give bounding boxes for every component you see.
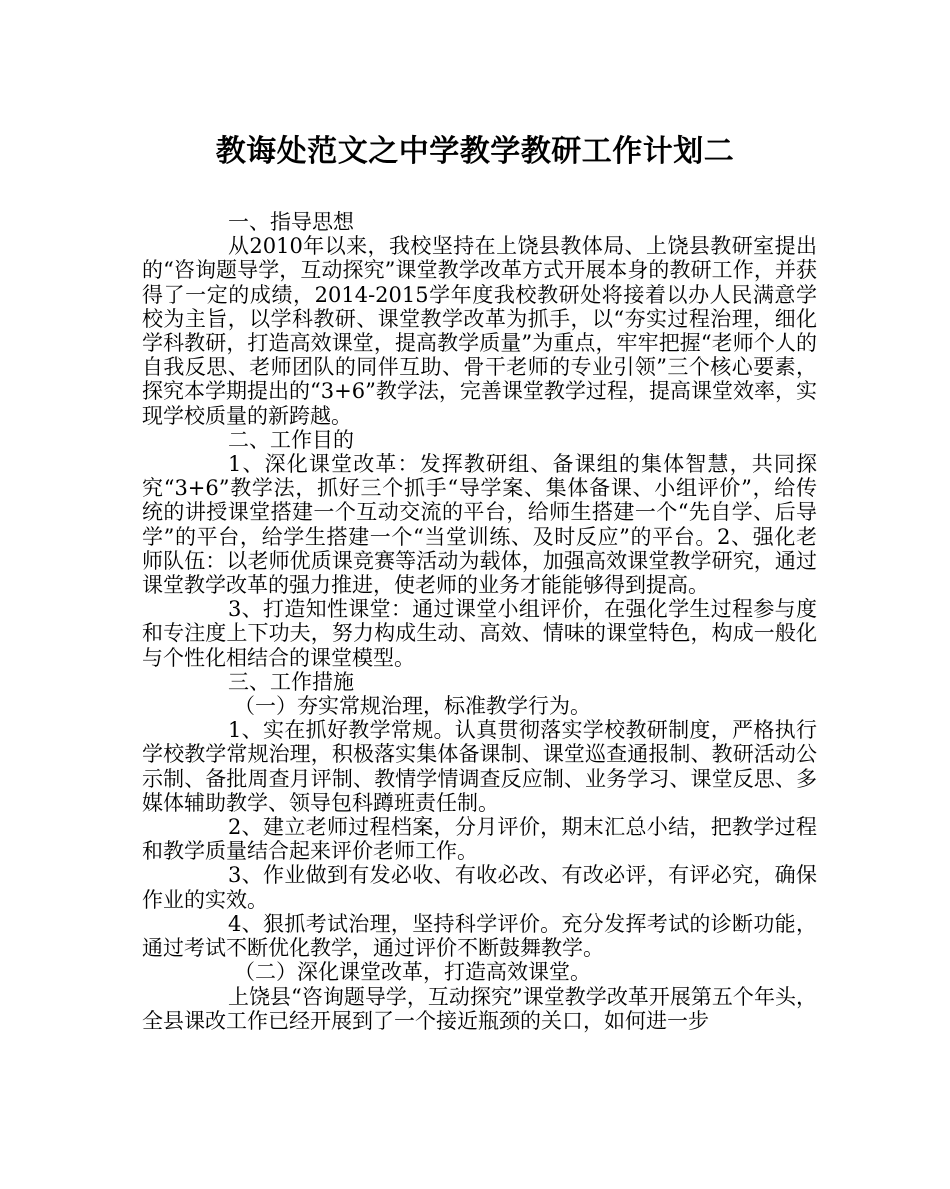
section-heading: 三、工作措施 xyxy=(228,669,354,694)
subsection-heading: （二）深化课堂改革，打造高效课堂。 xyxy=(234,960,591,985)
section-heading: 一、指导思想 xyxy=(228,210,354,234)
body-paragraph: 4、狠抓考试治理，坚持科学评价。充分发挥考试的诊断功能，通过考试不断优化教学，通过评价不断鼓舞教学。 xyxy=(142,911,817,961)
body-paragraph: 1、实在抓好教学常规。认真贯彻落实学校教研制度，严格执行学校教学常规治理，积极落实集体备课制、课堂巡查通报制、教研活动公示制、备批周查月评制、教情学情调查反应制、业务学习、课堂反思、多媒体辅助教学、领导包科蹲班责任制。 xyxy=(142,718,817,815)
body-paragraph: 3、打造知性课堂：通过课堂小组评价，在强化学生过程参与度和专注度上下功夫，努力构成生动、高效、情味的课堂特色，构成一般化与个性化相结合的课堂模型。 xyxy=(142,597,817,670)
body-paragraph: 从2010年以来，我校坚持在上饶县教体局、上饶县教研室提出的“咨询题导学，互动探究”课堂教学改革方式开展本身的教研工作，并获得了一定的成绩，2014-2015学年度我校教研处将接着以办人民满意学校为主旨，以学科教研、课堂教学改革为抓手，以“夯实过程治理，细化学科教研，打造高效课堂，提高教学质量”为重点，牢牢把握“老师个人的自我反思、老师团队的同伴互助、骨干老师的专业引领”三个核心要素，探究本学期提出的“3+6”教学法，完善课堂教学过程，提高课堂效率，实现学校质量的新跨越。 xyxy=(142,234,817,428)
section-heading: 二、工作目的 xyxy=(228,427,354,452)
document-body xyxy=(142,210,817,1033)
subsection-heading: （一）夯实常规治理，标准教学行为。 xyxy=(234,694,591,719)
document-title: 教诲处范文之中学教学教研工作计划二 xyxy=(215,134,735,169)
body-paragraph: 2、建立老师过程档案，分月评价，期末汇总小结，把教学过程和教学质量结合起来评价老师工作。 xyxy=(142,815,817,864)
body-paragraph: 1、深化课堂改革：发挥教研组、备课组的集体智慧，共同探究“3+6”教学法，抓好三个抓手“导学案、集体备课、小组评价”，给传统的讲授课堂搭建一个互动交流的平台，给师生搭建一个“先自学、后导学”的平台，给学生搭建一个“当堂训练、及时反应”的平台。2、强化老师队伍：以老师优质课竞赛等活动为载体，加强高效课堂教学研究，通过课堂教学改革的强力推进，使老师的业务才能能够得到提高。 xyxy=(142,452,817,598)
body-paragraph: 上饶县“咨询题导学，互动探究”课堂教学改革开展第五个年头，全县课改工作已经开展到了一个接近瓶颈的关口，如何进一步 xyxy=(142,984,817,1033)
body-paragraph: 3、作业做到有发必收、有收必改、有改必评，有评必究，确保作业的实效。 xyxy=(142,863,817,912)
